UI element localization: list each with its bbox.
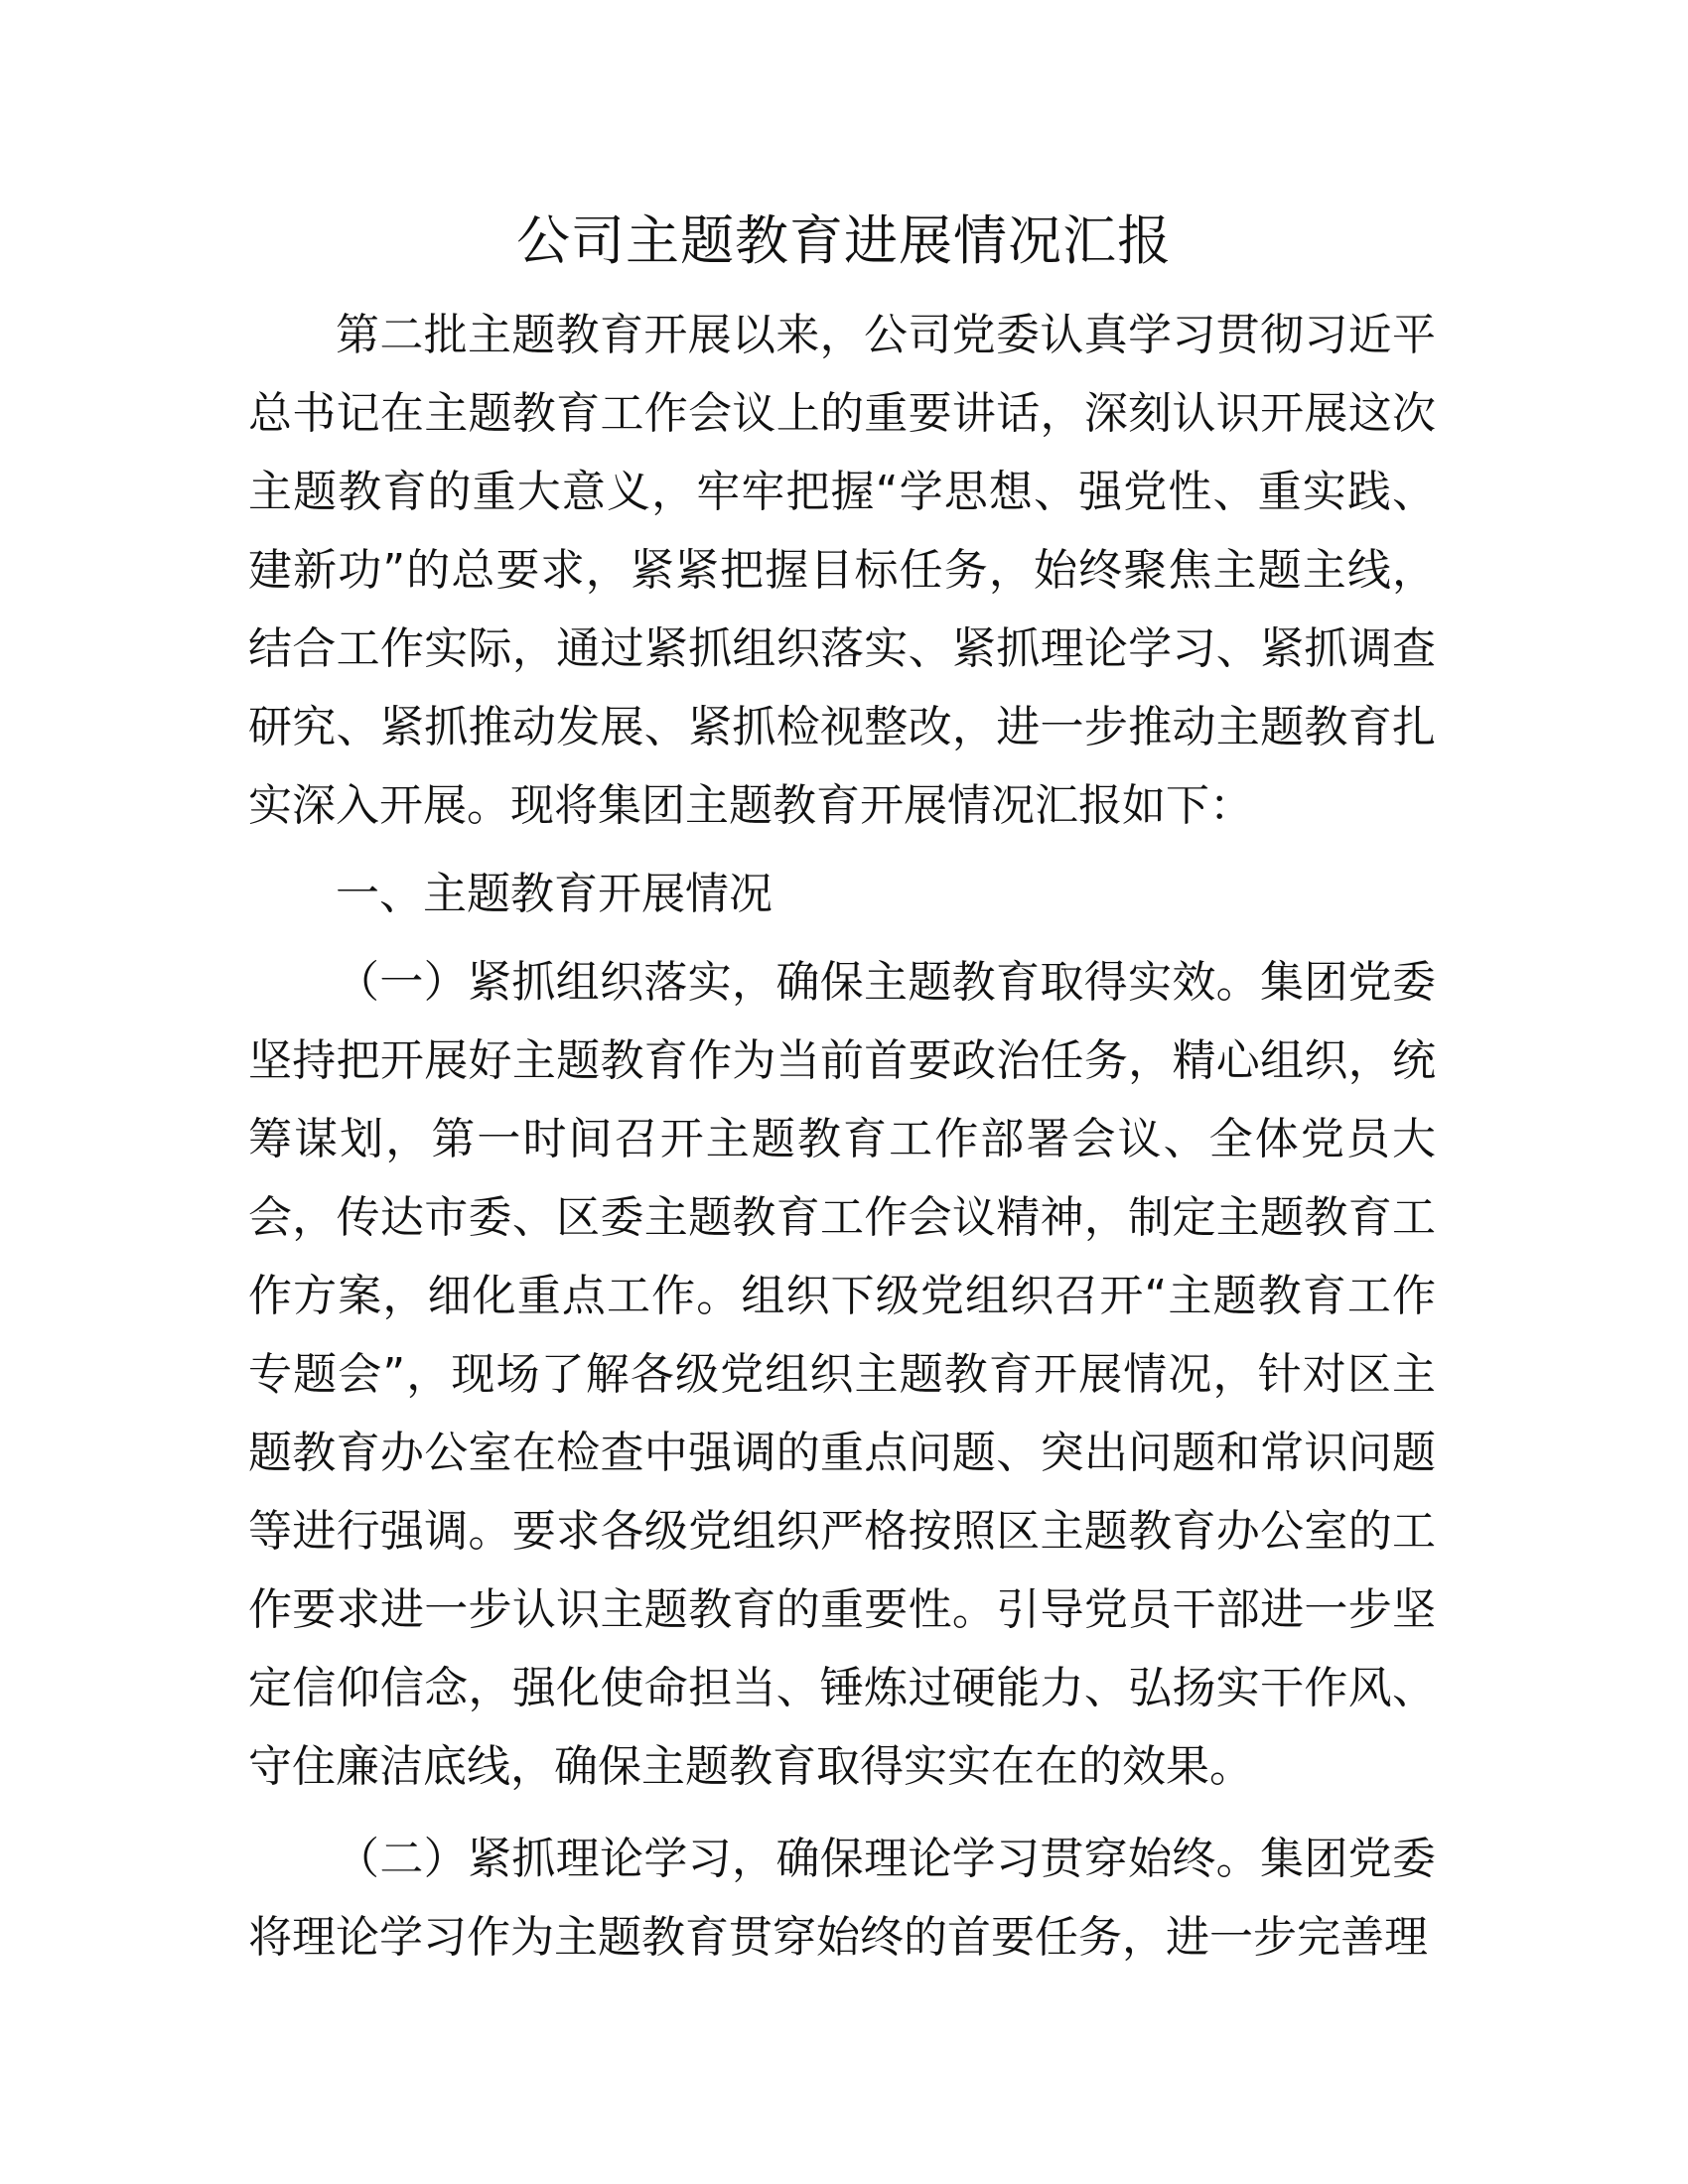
section-paragraph-2: （二）紧抓理论学习，确保理论学习贯穿始终。集团党委将理论学习作为主题教育贯穿始终的首要任务，进一步完善理 [248, 1834, 1436, 1963]
section-heading: 一、主题教育开展情况 [336, 869, 773, 919]
document-title: 公司主题教育进展情况汇报 [516, 209, 1172, 272]
intro-paragraph: 第二批主题教育开展以来，公司党委认真学习贯彻习近平总书记在主题教育工作会议上的重要讲话，深刻认识开展这次主题教育的重大意义，牢牢把握“学思想、强党性、重实践、建新功”的总要求，紧紧把握目标任务，始终聚焦主题主线，结合工作实际，通过紧抓组织落实、紧抓理论学习、紧抓调查研究、紧抓推动发展、紧抓检视整改，进一步推动主题教育扎实深入开展。现将集团主题教育开展情况汇报如下： [248, 310, 1436, 831]
section-paragraph-1: （一）紧抓组织落实，确保主题教育取得实效。集团党委坚持把开展好主题教育作为当前首要政治任务，精心组织，统筹谋划，第一时间召开主题教育工作部署会议、全体党员大会，传达市委、区委主题教育工作会议精神，制定主题教育工作方案，细化重点工作。组织下级党组织召开“主题教育工作专题会”，现场了解各级党组织主题教育开展情况，针对区主题教育办公室在检查中强调的重点问题、突出问题和常识问题等进行强调。要求各级党组织严格按照区主题教育办公室的工作要求进一步认识主题教育的重要性。引导党员干部进一步坚定信仰信念，强化使命担当、锤炼过硬能力、弘扬实干作风、守住廉洁底线，确保主题教育取得实实在在的效果。 [248, 957, 1436, 1792]
document-body [248, 296, 1436, 1977]
